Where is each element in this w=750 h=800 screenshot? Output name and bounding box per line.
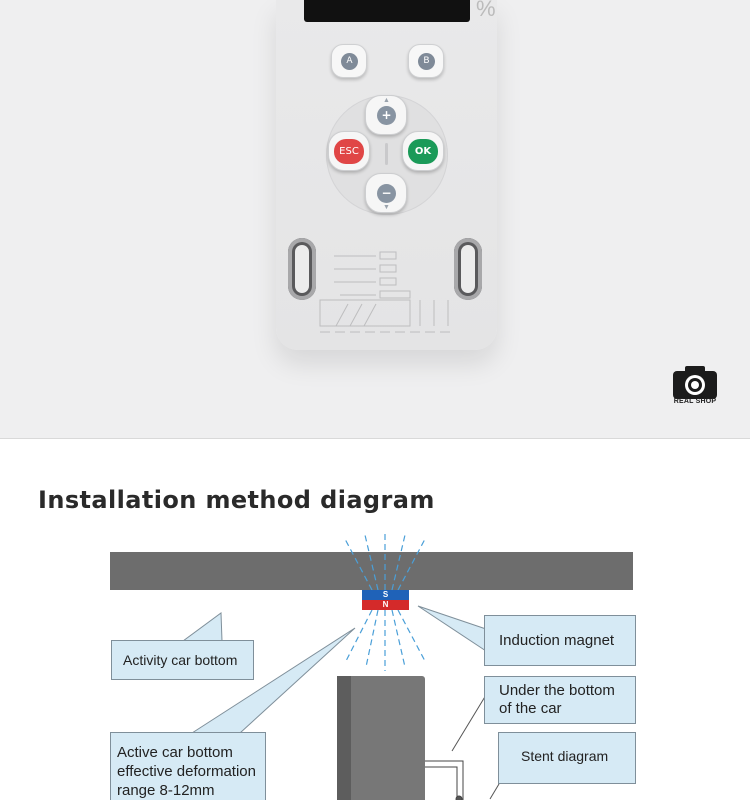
callout-induction-magnet [484, 615, 636, 666]
mounting-slot-right [454, 238, 482, 300]
a-button [331, 44, 367, 78]
wiring-lines-icon [316, 240, 456, 342]
down-button [365, 173, 407, 213]
up-button [365, 95, 407, 135]
callout-active-deformation [110, 732, 266, 800]
real-shop-badge: REAL SHOP [673, 398, 717, 405]
percent-indicator: % [476, 0, 496, 21]
callout-activity-text: Activity car bottom [123, 652, 238, 668]
esc-button [328, 131, 370, 171]
pad-divider [385, 143, 388, 165]
mounting-slot-left [288, 238, 316, 300]
a-button-label: A [341, 53, 358, 70]
up-button-label: + [377, 106, 396, 125]
ok-button [402, 131, 444, 171]
up-arrow-icon: ▲ [383, 97, 390, 104]
magnet-north-pole: N [362, 600, 409, 610]
callout-stent-diagram [498, 732, 636, 784]
wiring-legend-graphic [316, 240, 456, 342]
down-arrow-icon: ▼ [383, 204, 390, 211]
esc-button-label: ESC [334, 139, 364, 164]
callout-stent-text: Stent diagram [521, 748, 609, 764]
b-button [408, 44, 444, 78]
controller-panel [276, 0, 497, 350]
b-button-label: B [418, 53, 435, 70]
callout-under-bottom [484, 676, 636, 724]
control-pad [326, 95, 448, 215]
magnet-south-pole: S [362, 590, 409, 600]
callout-activity-car-bottom [111, 640, 254, 680]
installation-diagram-section [0, 438, 750, 800]
down-button-label: − [377, 184, 396, 203]
callout-under-line2: of the car [499, 700, 562, 717]
callout-active-line2: effective deformation [117, 763, 256, 780]
ok-button-label: OK [408, 139, 438, 164]
led-display [304, 0, 470, 22]
callout-under-line1: Under the bottom [499, 682, 615, 699]
callout-induction-text: Induction magnet [499, 632, 615, 649]
section-title: Installation method diagram [38, 486, 435, 514]
callout-active-line3: range 8-12mm [117, 782, 215, 799]
callout-active-line1: Active car bottom [117, 744, 233, 761]
